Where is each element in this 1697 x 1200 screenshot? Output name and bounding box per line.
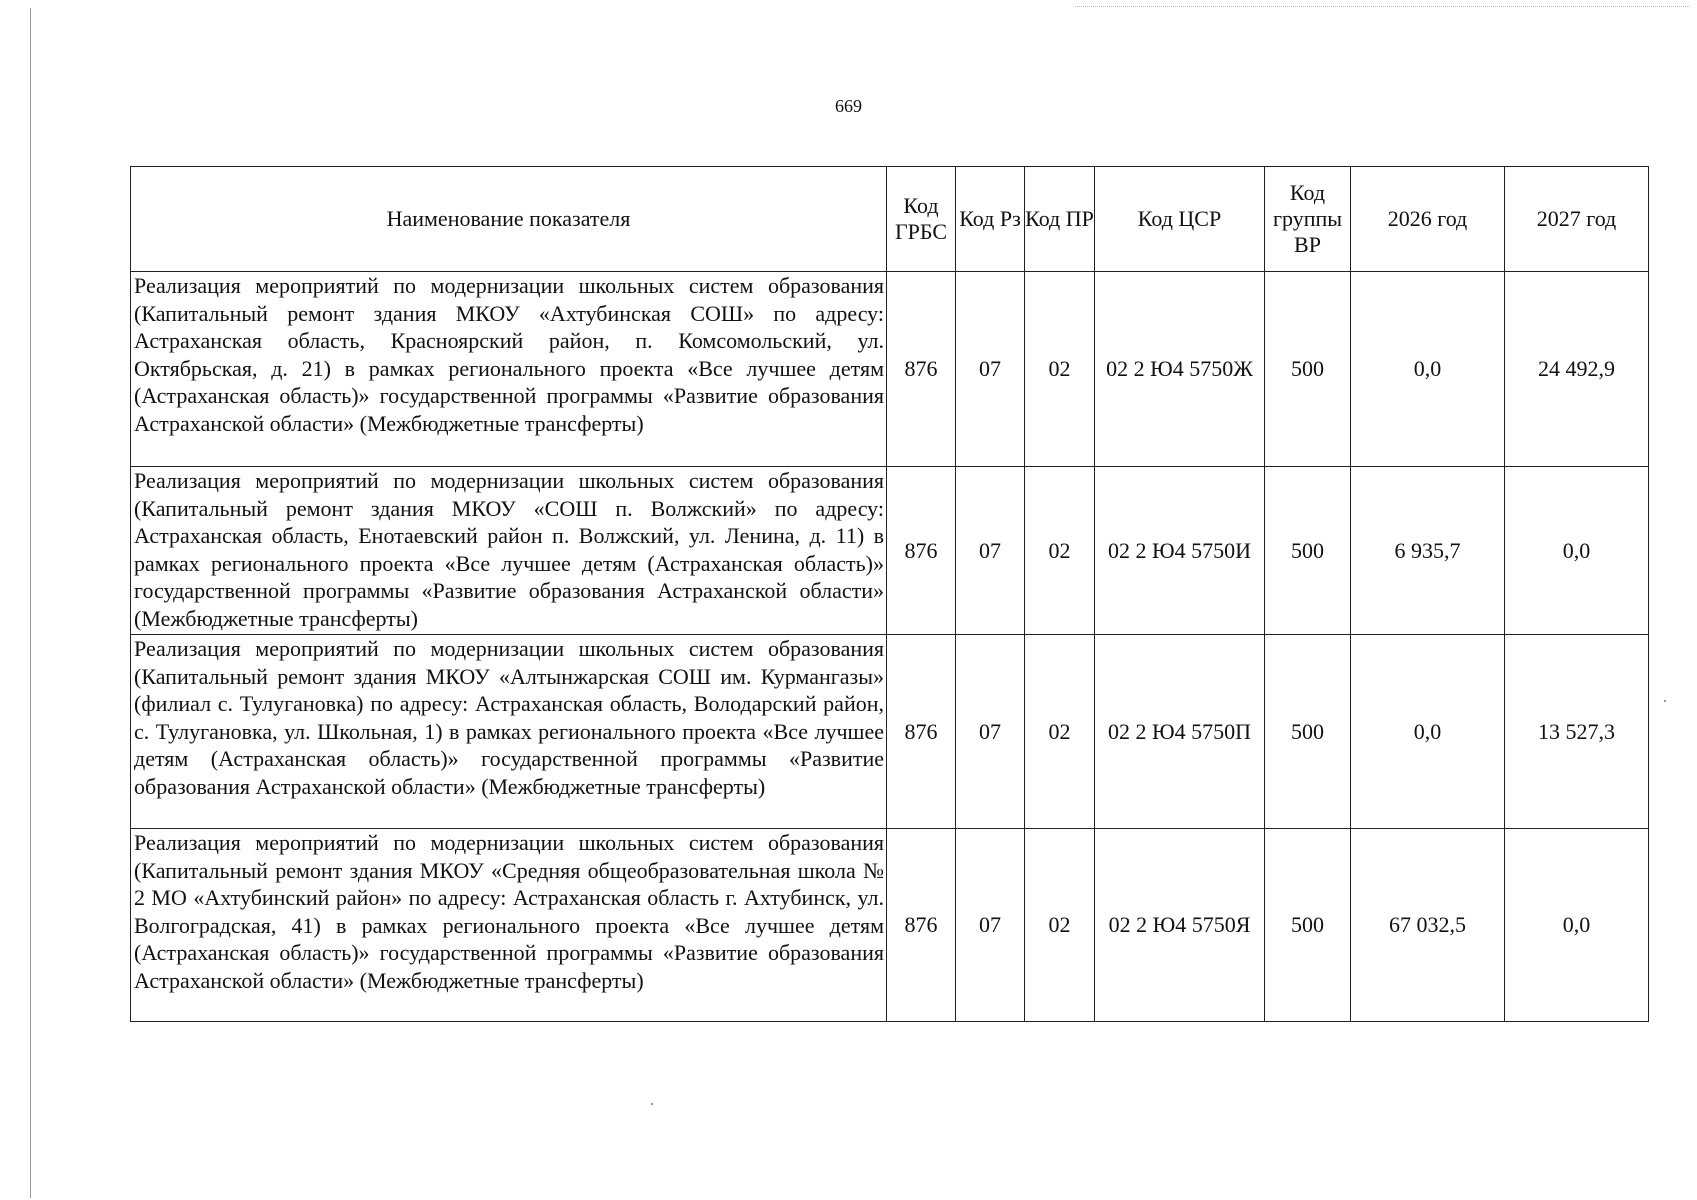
- row-rz: 07: [956, 635, 1025, 829]
- row-vr: 500: [1265, 829, 1351, 1022]
- row-grbs: 876: [887, 635, 956, 829]
- header-2027: 2027 год: [1505, 167, 1649, 272]
- row-pr: 02: [1025, 635, 1095, 829]
- header-2026: 2026 год: [1351, 167, 1505, 272]
- row-pr: 02: [1025, 829, 1095, 1022]
- header-pr: Код ПР: [1025, 167, 1095, 272]
- row-name: Реализация мероприятий по модернизации школьных систем образования (Капитальный ремонт здания МКОУ «Средняя общеобразовательная школа № 2 МО «Ахтубинский район» по адресу: Астраханская область г. Ахтубинск, ул. Волгоградская, 41) в рамках регионального проекта «Все лучшее детям (Астраханская область)» государственной программы «Развитие образования Астраханской области» (Межбюджетные трансферты): [131, 829, 887, 1022]
- scan-edge-left: [30, 8, 31, 1198]
- row-rz: 07: [956, 467, 1025, 635]
- budget-table: [130, 166, 1649, 1022]
- row-2026: 0,0: [1351, 635, 1505, 829]
- row-pr: 02: [1025, 272, 1095, 467]
- header-row: [131, 167, 1649, 272]
- scan-speck: [651, 1103, 653, 1105]
- header-rz: Код Рз: [956, 167, 1025, 272]
- row-grbs: 876: [887, 467, 956, 635]
- row-rz: 07: [956, 272, 1025, 467]
- row-pr: 02: [1025, 467, 1095, 635]
- header-vr: Код группы ВР: [1265, 167, 1351, 272]
- row-vr: 500: [1265, 467, 1351, 635]
- header-csr: Код ЦСР: [1095, 167, 1265, 272]
- table-row: [131, 635, 1649, 829]
- row-2027: 0,0: [1505, 829, 1649, 1022]
- page-number: 669: [835, 96, 862, 116]
- row-rz: 07: [956, 829, 1025, 1022]
- row-vr: 500: [1265, 635, 1351, 829]
- table-row: [131, 467, 1649, 635]
- row-vr: 500: [1265, 272, 1351, 467]
- header-name: Наименование показателя: [131, 167, 887, 272]
- row-2026: 0,0: [1351, 272, 1505, 467]
- row-name: Реализация мероприятий по модернизации школьных систем образования (Капитальный ремонт здания МКОУ «Ахтубинская СОШ» по адресу: Астраханская область, Красноярский район, п. Комсомольский, ул. Октябрьская, д. 21) в рамках регионального проекта «Все лучшее детям (Астраханская область)» государственной программы «Развитие образования Астраханской области» (Межбюджетные трансферты): [131, 272, 887, 467]
- scan-speck: [1664, 700, 1666, 702]
- row-csr: 02 2 Ю4 5750И: [1095, 467, 1265, 635]
- table-row: [131, 272, 1649, 467]
- row-2026: 6 935,7: [1351, 467, 1505, 635]
- row-2027: 24 492,9: [1505, 272, 1649, 467]
- row-csr: 02 2 Ю4 5750Ж: [1095, 272, 1265, 467]
- row-csr: 02 2 Ю4 5750П: [1095, 635, 1265, 829]
- row-grbs: 876: [887, 272, 956, 467]
- scan-edge-top: [1075, 6, 1690, 7]
- row-2027: 0,0: [1505, 467, 1649, 635]
- row-csr: 02 2 Ю4 5750Я: [1095, 829, 1265, 1022]
- row-2027: 13 527,3: [1505, 635, 1649, 829]
- table-row: [131, 829, 1649, 1022]
- header-grbs: Код ГРБС: [887, 167, 956, 272]
- row-grbs: 876: [887, 829, 956, 1022]
- row-2026: 67 032,5: [1351, 829, 1505, 1022]
- row-name: Реализация мероприятий по модернизации школьных систем образования (Капитальный ремонт здания МКОУ «СОШ п. Волжский» по адресу: Астраханская область, Енотаевский район п. Волжский, ул. Ленина, д. 11) в рамках регионального проекта «Все лучшее детям (Астраханская область)» государственной программы «Развитие образования Астраханской области» (Межбюджетные трансферты): [131, 467, 887, 635]
- row-name: Реализация мероприятий по модернизации школьных систем образования (Капитальный ремонт здания МКОУ «Алтынжарская СОШ им. Курмангазы» (филиал с. Тулугановка) по адресу: Астраханская область, Володарский район, с. Тулугановка, ул. Школьная, 1) в рамках регионального проекта «Все лучшее детям (Астраханская область)» государственной программы «Развитие образования Астраханской области» (Межбюджетные трансферты): [131, 635, 887, 829]
